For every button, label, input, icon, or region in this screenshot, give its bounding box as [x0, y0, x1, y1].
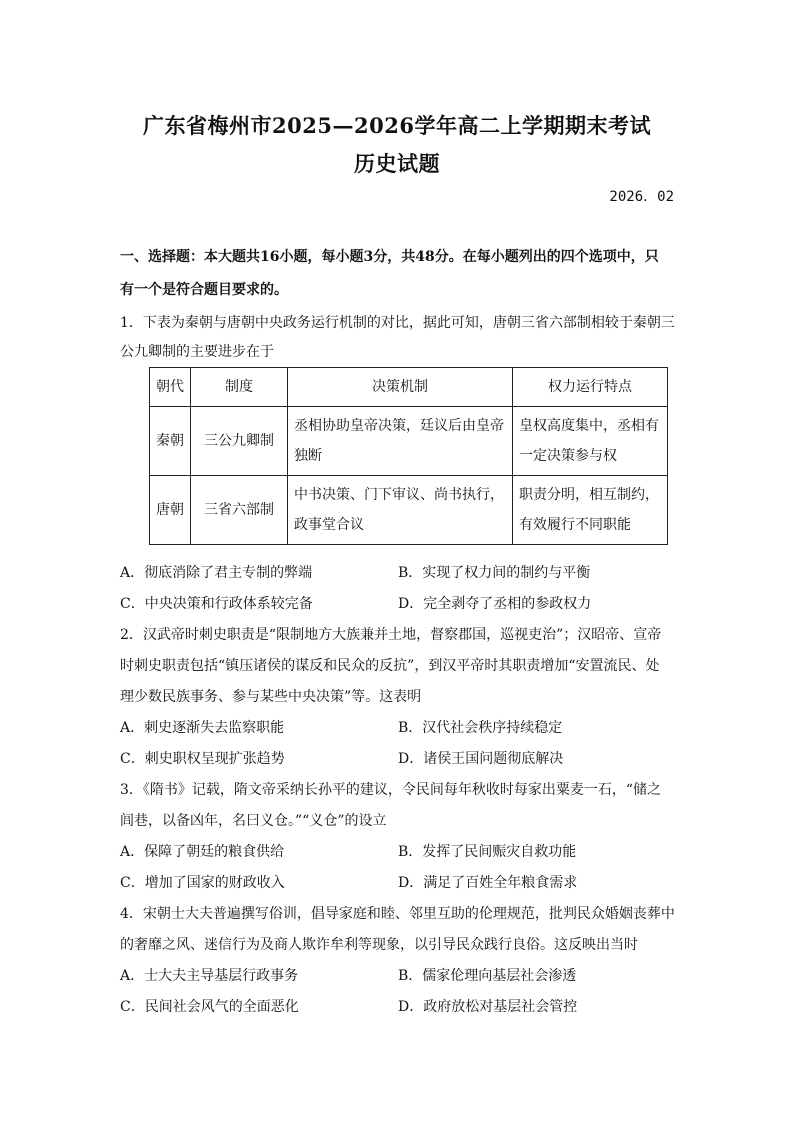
- exam-date: 2026．02: [609, 189, 674, 205]
- table-header-cell: 制度: [191, 368, 288, 407]
- q2-stem-line1: 2．汉武帝时刺史职责是“限制地方大族兼并土地，督察郡国，巡视吏治”；汉昭帝、宣帝: [120, 627, 662, 643]
- q2-option-c: C．刺史职权呈现扩张趋势: [120, 751, 285, 767]
- q4-stem-line2: 的奢靡之风、迷信行为及商人欺诈牟利等现象，以引导民众践行良俗。这反映出当时: [120, 937, 638, 953]
- table-cell: 秦朝: [150, 407, 191, 476]
- table-row: [150, 407, 668, 476]
- table-cell: 三公九卿制: [191, 407, 288, 476]
- q2-option-d: D．诸侯王国问题彻底解决: [398, 751, 564, 767]
- q2-stem-line2: 时刺史职责包括“镇压诸侯的谋反和民众的反抗”，到汉平帝时其职责增加“安置流民、处: [120, 658, 660, 674]
- table-cell: 唐朝: [150, 476, 191, 545]
- table-cell: 职责分明，相互制约，有效履行不同职能: [513, 476, 668, 545]
- q3-option-b: B．发挥了民间赈灾自救功能: [398, 844, 577, 860]
- section-instructions-line2: 有一个是符合题目要求的。: [120, 282, 288, 298]
- q1-stem-line2: 公九卿制的主要进步在于: [120, 344, 274, 360]
- q3-option-d: D．满足了百姓全年粮食需求: [398, 875, 578, 891]
- table-header-cell: 朝代: [150, 368, 191, 407]
- q2-stem-line3: 理少数民族事务、参与某些中央决策”等。这表明: [120, 689, 422, 705]
- table-header-row: [150, 368, 668, 407]
- q1-option-d: D．完全剥夺了丞相的参政权力: [398, 596, 592, 612]
- q1-stem-line1: 1．下表为秦朝与唐朝中央政务运行机制的对比，据此可知，唐朝三省六部制相较于秦朝三: [120, 315, 675, 331]
- table-cell: 中书决策、门下审议、尚书执行，政事堂合议: [288, 476, 513, 545]
- q1-option-b: B．实现了权力间的制约与平衡: [398, 565, 591, 581]
- q1-option-a: A．彻底消除了君主专制的弊端: [120, 565, 313, 581]
- table-cell: 皇权高度集中，丞相有一定决策参与权: [513, 407, 668, 476]
- table-row: [150, 476, 668, 545]
- q3-stem-line2: 闾巷，以备凶年，名曰义仓。”“义仓”的设立: [120, 813, 387, 829]
- q4-option-b: B．儒家伦理向基层社会渗透: [398, 968, 577, 984]
- table-cell: 三省六部制: [191, 476, 288, 545]
- section-instructions-line1: 一、选择题：本大题共16小题，每小题3分，共48分。在每小题列出的四个选项中，只: [120, 249, 659, 265]
- q4-stem-line1: 4．宋朝士大夫普遍撰写俗训，倡导家庭和睦、邻里互助的伦理规范，批判民众婚姻丧葬中: [120, 906, 675, 922]
- q3-option-c: C．增加了国家的财政收入: [120, 875, 285, 891]
- q2-option-b: B．汉代社会秩序持续稳定: [398, 720, 563, 736]
- table-header-cell: 权力运行特点: [513, 368, 668, 407]
- q4-option-a: A．士大夫主导基层行政事务: [120, 968, 299, 984]
- q3-stem-line1: 3．《隋书》记载，隋文帝采纳长孙平的建议，令民间每年秋收时每家出粟麦一石，“储之: [120, 782, 662, 798]
- q4-option-d: D．政府放松对基层社会管控: [398, 999, 578, 1015]
- table-cell: 丞相协助皇帝决策，廷议后由皇帝独断: [288, 407, 513, 476]
- q4-option-c: C．民间社会风气的全面恶化: [120, 999, 299, 1015]
- q3-option-a: A．保障了朝廷的粮食供给: [120, 844, 285, 860]
- exam-subtitle: 历史试题: [354, 151, 440, 176]
- exam-title: 广东省梅州市2025—2026学年高二上学期期末考试: [143, 113, 651, 138]
- q1-option-c: C．中央决策和行政体系较完备: [120, 596, 313, 612]
- q2-option-a: A．刺史逐渐失去监察职能: [120, 720, 285, 736]
- q1-comparison-table: [149, 367, 668, 545]
- table-header-cell: 决策机制: [288, 368, 513, 407]
